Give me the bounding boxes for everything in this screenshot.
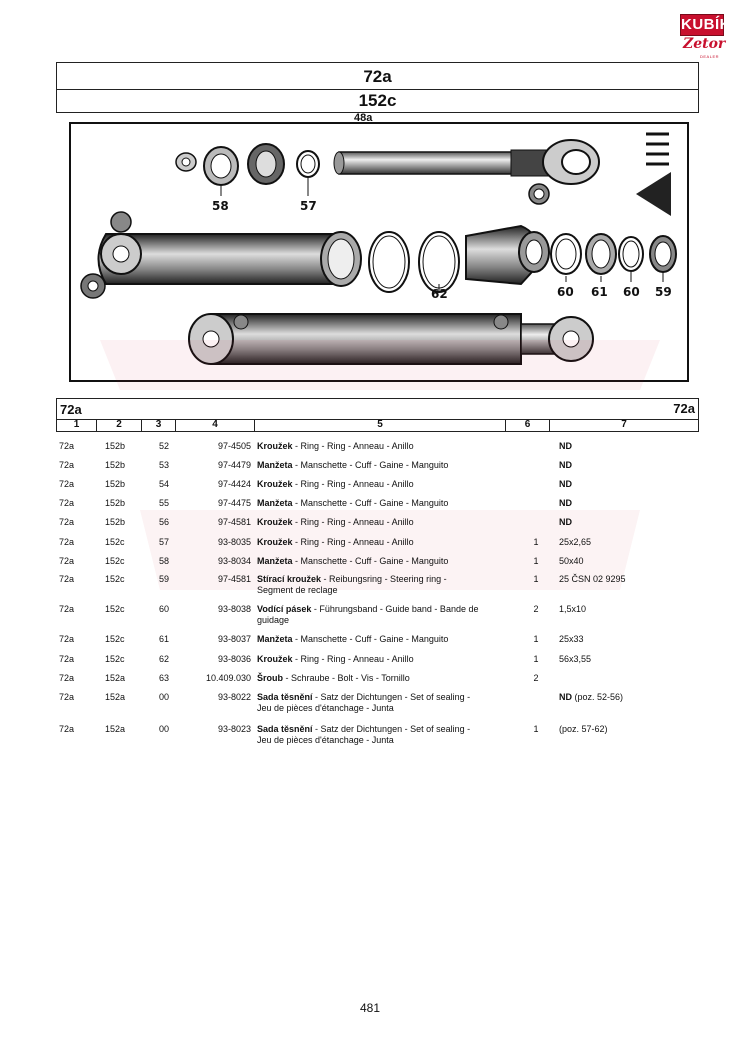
cell-part-number: 93-8034 [217, 556, 251, 566]
cell-group: 72a [59, 479, 75, 489]
description-text: - Reibungsring - Steering ring - [321, 574, 447, 584]
callout-58: 58 [212, 199, 229, 213]
cell-note [559, 537, 699, 548]
description-text: - Manschette - Cuff - Gaine - Manguito [292, 498, 449, 508]
cell-note [559, 724, 699, 735]
description-name: Manžeta [257, 460, 293, 470]
group-label-right: 72a [673, 401, 695, 416]
group-label-left: 72a [60, 402, 82, 417]
note-extra: (poz. 52-56) [572, 692, 624, 702]
note-text: ND [559, 441, 572, 451]
cell-group: 72a [59, 574, 75, 584]
cell-position: 63 [159, 673, 170, 683]
cell-description [257, 517, 519, 528]
cell-note [559, 479, 699, 490]
cell-description [257, 654, 519, 665]
cell-subgroup: 152c [105, 574, 125, 584]
col-header-6: 6 [524, 419, 531, 430]
cell-subgroup: 152b [105, 460, 126, 470]
description-name: Kroužek [257, 441, 293, 451]
logo-brand: KUBÍK [680, 14, 724, 36]
cell-quantity: 1 [533, 724, 539, 734]
description-name: Kroužek [257, 654, 293, 664]
direction-arrow-icon [636, 134, 671, 216]
description-name: Manžeta [257, 634, 293, 644]
cell-position: 56 [159, 517, 170, 527]
cell-subgroup: 152c [105, 634, 125, 644]
cell-position: 55 [159, 498, 170, 508]
col-header-2: 2 [116, 419, 122, 430]
cell-part-number: 97-4581 [217, 574, 251, 584]
cell-group: 72a [59, 460, 75, 470]
cell-description [257, 634, 519, 645]
cell-description [257, 604, 519, 626]
description-name: Manžeta [257, 556, 293, 566]
description-name: Sada těsnění [257, 724, 313, 734]
cell-subgroup: 152a [105, 673, 126, 683]
note-text: ND [559, 460, 572, 470]
cell-note [559, 460, 699, 471]
cell-subgroup: 152b [105, 479, 126, 489]
cell-group: 72a [59, 517, 75, 527]
cell-description [257, 673, 519, 684]
header-line1: 72a [363, 67, 392, 86]
description-text-2: Segment de reclage [257, 585, 338, 595]
header-subgroup [56, 89, 699, 113]
cell-note [559, 604, 699, 615]
cell-quantity: 1 [533, 634, 539, 644]
cell-note [559, 654, 699, 665]
assembled-cylinder [189, 314, 593, 364]
description-name: Kroužek [257, 517, 293, 527]
cell-subgroup: 152a [105, 724, 126, 734]
callout-61: 61 [591, 285, 608, 299]
description-text: - Ring - Ring - Anneau - Anillo [292, 537, 414, 547]
cell-group: 72a [59, 604, 75, 614]
dealer-logo [680, 14, 731, 62]
cell-position: 60 [159, 604, 170, 614]
cell-description [257, 724, 519, 746]
callout-57: 57 [300, 199, 317, 213]
description-text-2: Jeu de pièces d'étanchage - Junta [257, 703, 394, 713]
cell-part-number: 97-4479 [217, 460, 251, 470]
cell-part-number: 93-8037 [217, 634, 251, 644]
cell-part-number: 93-8036 [217, 654, 251, 664]
description-text: - Ring - Ring - Anneau - Anillo [292, 441, 414, 451]
cell-description [257, 498, 519, 509]
cell-subgroup: 152b [105, 517, 126, 527]
cell-quantity: 1 [533, 574, 539, 584]
logo-script: Zetor [683, 36, 726, 52]
note-text: ND [559, 517, 572, 527]
col-header-1: 1 [73, 419, 80, 430]
cell-subgroup: 152a [105, 692, 126, 702]
note-text: 25 ČSN 02 9295 [559, 574, 626, 584]
cell-group: 72a [59, 654, 75, 664]
cell-subgroup: 152c [105, 604, 125, 614]
note-text: 25x33 [559, 634, 584, 644]
description-name: Stírací kroužek [257, 574, 322, 584]
cell-subgroup: 152c [105, 654, 125, 664]
cell-group: 72a [59, 724, 75, 734]
description-name: Šroub [257, 673, 283, 683]
cell-position: 52 [159, 441, 170, 451]
table-column-headers [56, 419, 699, 432]
cell-quantity: 2 [533, 604, 539, 614]
cell-description [257, 441, 519, 452]
description-name: Manžeta [257, 498, 293, 508]
cell-note [559, 498, 699, 509]
cell-position: 59 [159, 574, 170, 584]
description-text: - Manschette - Cuff - Gaine - Manguito [292, 556, 449, 566]
cell-part-number: 97-4475 [217, 498, 251, 508]
cell-note [559, 441, 699, 452]
cell-part-number: 93-8023 [217, 724, 251, 734]
cell-subgroup: 152c [105, 556, 125, 566]
table-group-header [56, 398, 699, 420]
description-text: - Ring - Ring - Anneau - Anillo [292, 479, 414, 489]
cell-note [559, 634, 699, 645]
description-text: - Manschette - Cuff - Gaine - Manguito [292, 634, 449, 644]
cell-group: 72a [59, 556, 75, 566]
description-text: - Manschette - Cuff - Gaine - Manguito [292, 460, 449, 470]
description-name: Vodící pásek [257, 604, 312, 614]
cell-position: 00 [159, 724, 170, 734]
cell-part-number: 93-8038 [217, 604, 251, 614]
cell-position: 57 [159, 537, 170, 547]
cell-part-number: 93-8022 [217, 692, 251, 702]
description-text: - Satz der Dichtungen - Set of sealing - [312, 692, 471, 702]
description-text-2: Jeu de pièces d'étanchage - Junta [257, 735, 394, 745]
description-text: - Führungsband - Guide band - Bande de [311, 604, 479, 614]
cell-note [559, 574, 699, 585]
callout-59: 59 [655, 285, 672, 299]
description-name: Sada těsnění [257, 692, 313, 702]
header-group [56, 62, 699, 90]
cell-description [257, 692, 519, 714]
col-header-7: 7 [621, 419, 627, 430]
description-text: - Ring - Ring - Anneau - Anillo [292, 517, 414, 527]
cell-part-number: 97-4581 [217, 517, 251, 527]
cell-description [257, 574, 519, 596]
hydraulic-cylinder-drawing [71, 124, 687, 380]
cell-part-number: 97-4424 [217, 479, 251, 489]
note-text: (poz. 57-62) [559, 724, 608, 734]
note-text: 25x2,65 [559, 537, 592, 547]
callout-62: 62 [431, 287, 448, 301]
page-number: 481 [360, 1001, 381, 1015]
cell-description [257, 556, 519, 567]
note-text: ND [559, 498, 572, 508]
cell-quantity: 1 [533, 537, 539, 547]
cell-note [559, 556, 699, 567]
cell-group: 72a [59, 673, 75, 683]
cell-subgroup: 152b [105, 498, 126, 508]
cell-position: 61 [159, 634, 170, 644]
description-text: - Schraube - Bolt - Vis - Tornillo [283, 673, 410, 683]
cell-quantity: 1 [533, 556, 539, 566]
cell-note [559, 517, 699, 528]
cell-position: 62 [159, 654, 170, 664]
description-text: - Ring - Ring - Anneau - Anillo [292, 654, 414, 664]
cell-part-number: 93-8035 [217, 537, 251, 547]
description-name: Kroužek [257, 479, 293, 489]
note-text: 50x40 [559, 556, 584, 566]
note-text: ND [559, 479, 572, 489]
cell-position: 58 [159, 556, 170, 566]
cell-position: 54 [159, 479, 170, 489]
cell-position: 53 [159, 460, 170, 470]
note-text: 1,5x10 [559, 604, 587, 614]
middle-parts [81, 212, 676, 298]
drawing-label: 48a [354, 112, 373, 124]
cell-position: 00 [159, 692, 170, 702]
exploded-drawing [69, 122, 689, 382]
header-line2: 152c [358, 91, 397, 110]
top-parts [176, 140, 599, 204]
cell-group: 72a [59, 441, 75, 451]
cell-group: 72a [59, 692, 75, 702]
note-text: 56x3,55 [559, 654, 592, 664]
cell-description [257, 479, 519, 490]
cell-description [257, 537, 519, 548]
description-name: Kroužek [257, 537, 293, 547]
cell-note [559, 692, 699, 703]
callout-60b: 60 [623, 285, 640, 299]
cell-quantity: 1 [533, 654, 539, 664]
callout-60a: 60 [557, 285, 574, 299]
cell-part-number: 97-4505 [217, 441, 251, 451]
col-header-3: 3 [155, 419, 162, 430]
cell-quantity: 2 [533, 673, 539, 683]
cell-description [257, 460, 519, 471]
cell-group: 72a [59, 634, 75, 644]
col-header-4: 4 [212, 419, 218, 430]
cell-group: 72a [59, 498, 75, 508]
description-text-2: guidage [257, 615, 290, 625]
logo-sub: DEALER [700, 54, 720, 59]
cell-subgroup: 152c [105, 537, 125, 547]
note-text: ND [559, 692, 572, 702]
description-text: - Satz der Dichtungen - Set of sealing - [312, 724, 471, 734]
cell-subgroup: 152b [105, 441, 126, 451]
cell-group: 72a [59, 537, 75, 547]
col-header-5: 5 [377, 419, 383, 430]
cell-part-number: 10.409.030 [205, 673, 251, 683]
